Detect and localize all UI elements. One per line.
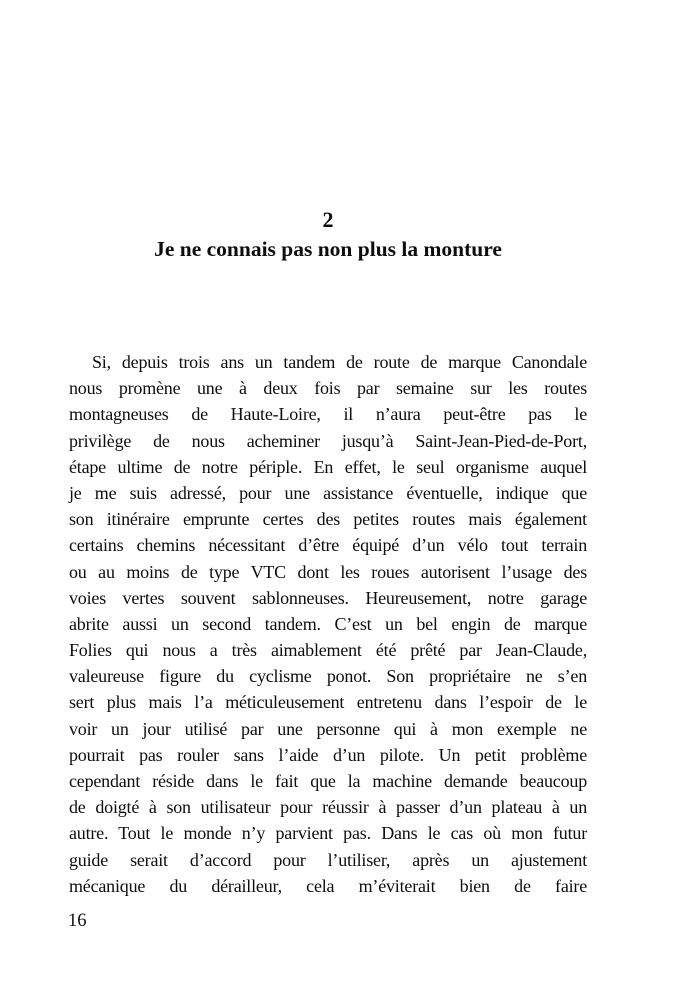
body-line: Si, depuis trois ans un tandem de route de marque Canondale: [92, 352, 587, 372]
body-line: Folies qui nous a très aimablement été prêté par Jean-Claude,: [69, 640, 587, 661]
body-line: ou au moins de type VTC dont les roues autorisent l’usage des: [69, 561, 587, 582]
chapter-title: Je ne connais pas non plus la monture: [154, 237, 502, 261]
body-line: guide serait d’accord pour l’utiliser, après un ajustement: [69, 849, 587, 870]
body-line: autre. Tout le monde n’y parvient pas. Dans le cas où mon futur: [69, 823, 587, 844]
body-paragraph: [69, 349, 587, 899]
body-line: voies vertes souvent sablonneuses. Heureusement, notre garage: [69, 587, 587, 608]
body-line: sert plus mais l’a méticuleusement entretenu dans l’espoir de le: [69, 692, 587, 713]
body-line: voir un jour utilisé par une personne qui à mon exemple ne: [69, 718, 587, 739]
body-line: cependant réside dans le fait que la machine demande beaucoup: [69, 771, 587, 791]
body-line: abrite aussi un second tandem. C’est un bel engin de marque: [69, 613, 587, 634]
body-line: nous promène une à deux fois par semaine sur les routes: [69, 378, 587, 399]
body-line: certains chemins nécessitant d’être équipé d’un vélo tout terrain: [69, 535, 587, 556]
body-line: valeureuse figure du cyclisme ponot. Son propriétaire ne s’en: [69, 666, 587, 687]
body-line: je me suis adressé, pour une assistance éventuelle, indique que: [69, 482, 587, 503]
body-line: étape ultime de notre périple. En effet, le seul organisme auquel: [69, 456, 587, 477]
body-line: mécanique du dérailleur, cela m’éviterait bien de faire: [69, 875, 587, 896]
body-line: montagneuses de Haute-Loire, il n’aura peut-être pas le: [69, 404, 587, 425]
page-number: 16: [68, 911, 87, 931]
body-line: son itinéraire emprunte certes des petites routes mais également: [69, 509, 587, 530]
body-line: de doigté à son utilisateur pour réussir à passer d’un plateau à un: [69, 797, 587, 818]
chapter-number: 2: [322, 207, 334, 232]
body-line: pourrait pas rouler sans l’aide d’un pilote. Un petit problème: [69, 744, 587, 765]
body-line: privilège de nous acheminer jusqu’à Saint-Jean-Pied-de-Port,: [69, 430, 587, 451]
